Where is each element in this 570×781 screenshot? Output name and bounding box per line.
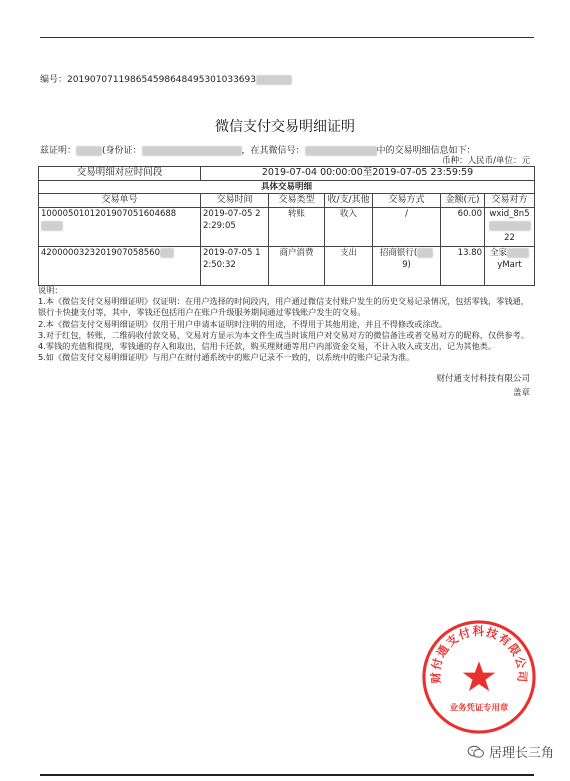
section-row	[39, 181, 535, 194]
redaction-blur	[142, 146, 242, 156]
transaction-type-cell: 商户消费	[269, 247, 325, 286]
header-cell: 交易类型	[269, 194, 325, 208]
redaction-blur	[305, 146, 377, 156]
header-cell: 收/支/其他	[325, 194, 373, 208]
transaction-amount-cell: 60.00	[441, 208, 485, 247]
note-item: 4.零钱的充值和提现，零钱通的存入和取出，信用卡还款，购买理财通等用户内部资金交易，不计入收入或支出，记为其他类。	[38, 341, 497, 352]
watermark	[467, 742, 554, 761]
seal-star-icon	[463, 661, 495, 691]
transaction-table	[38, 166, 535, 286]
transaction-type-cell: 转账	[269, 208, 325, 247]
document-number: 编号：201907071198654598648495301033693	[40, 72, 292, 85]
watermark-text: 居理长三角	[488, 746, 554, 761]
transaction-direction-cell: 支出	[325, 247, 373, 286]
note-item: 2.本《微信支付交易明细证明》仅用于用户申请本证明时注明的用途，不得用于其他用途，并且不得修改或涂改。	[38, 318, 448, 329]
wechat-official-account-icon	[467, 745, 485, 759]
seal-ring-text: 财付通支付科技有限公司	[429, 625, 529, 684]
header-cell: 交易对方	[485, 194, 535, 208]
note-item: 1.本《微信支付交易明细证明》仅证明：在用户选择的时间段内，用户通过微信支付账户发生的历史交易记录情况，包括零钱，零钱通，银行卡快捷支付等，其中，零钱还包括用户在账户升级服务期间通过零钱账户发生的交易。	[38, 296, 529, 318]
company-signature	[436, 372, 530, 400]
redaction-blur	[417, 248, 433, 258]
header-cell: 交易时间	[201, 194, 269, 208]
transaction-method-cell: 招商银行( 9)	[373, 247, 441, 286]
counterparty-cell: wxid_8n5 22	[485, 208, 535, 247]
table-header-row	[39, 194, 535, 208]
header-cell: 交易单号	[39, 194, 201, 208]
table-row	[39, 208, 535, 247]
note-item: 5.如《微信支付交易明细证明》与用户在财付通系统中的账户记录不一致的，以系统中的账户记录为准。	[38, 352, 415, 363]
seal-bottom-text: 业务凭证专用章	[449, 702, 509, 713]
redaction-blur	[41, 221, 63, 231]
header-cell: 交易方式	[373, 194, 441, 208]
period-value: 2019-07-04 00:00:00至2019-07-05 23:59:59	[201, 167, 535, 181]
redaction-blur	[76, 146, 102, 156]
transaction-time-cell: 2019-07-05 12:50:32	[201, 247, 269, 286]
notes-title: 说明：	[38, 285, 63, 295]
intro-line: 兹证明： (身份证： ，在其微信号： 中的交易明细信息如下：	[40, 146, 476, 156]
redaction-blur	[489, 221, 531, 231]
counterparty-cell: 全家 yMart	[485, 247, 535, 286]
section-title: 具体交易明细	[39, 181, 535, 194]
redaction-blur	[256, 75, 292, 85]
redaction-blur	[160, 248, 174, 258]
currency-label: 币种：人民币/单位：元	[442, 156, 530, 166]
official-seal-icon	[420, 618, 538, 736]
top-divider	[40, 37, 534, 38]
table-row	[39, 247, 535, 286]
notes-section	[38, 285, 532, 363]
transaction-amount-cell: 13.80	[441, 247, 485, 286]
period-label: 交易明细对应时间段	[39, 167, 201, 181]
company-name: 财付通支付科技有限公司	[436, 374, 530, 384]
transaction-id-cell: 1000050101201907051604688	[39, 208, 201, 247]
transaction-method-cell: /	[373, 208, 441, 247]
transaction-id-cell: 4200000323201907058560	[39, 247, 201, 286]
transaction-time-cell: 2019-07-05 22:29:05	[201, 208, 269, 247]
header-cell: 金额(元)	[441, 194, 485, 208]
period-row	[39, 167, 535, 181]
note-item: 3.对于红包，转账，二维码收付款交易，交易对方显示为本文件生成当时该用户对交易对方的微信备注或者交易对方的昵称，仅供参考。	[38, 329, 529, 340]
transaction-direction-cell: 收入	[325, 208, 373, 247]
document-title: 微信支付交易明细证明	[215, 119, 355, 135]
bottom-divider	[40, 774, 534, 776]
stamp-label: 盖章	[512, 388, 530, 398]
redaction-blur	[507, 248, 529, 258]
